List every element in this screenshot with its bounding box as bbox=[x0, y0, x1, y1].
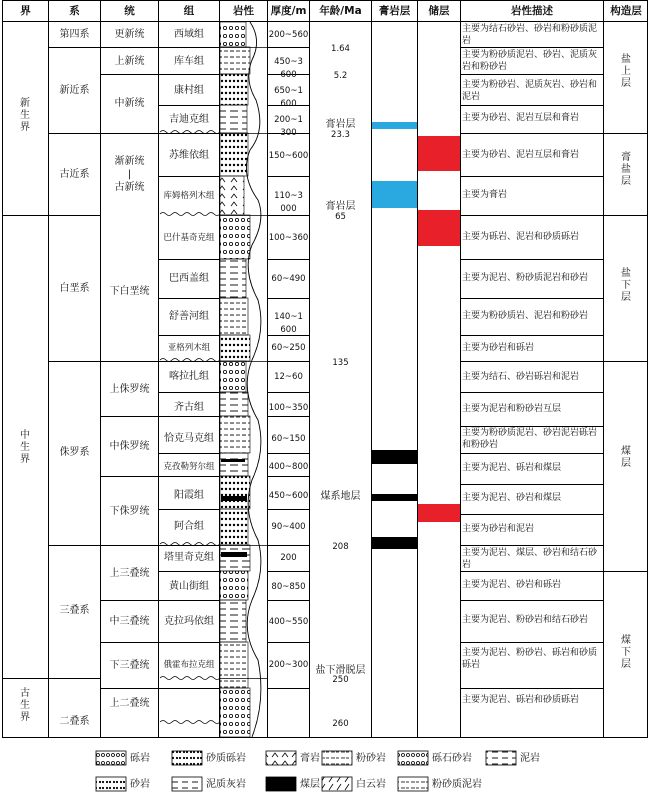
legend-label: 粉砂岩 bbox=[356, 753, 386, 764]
series-lower-jurassic: 下侏罗统 bbox=[109, 506, 150, 517]
header-gypsum: 膏岩层 bbox=[378, 5, 411, 17]
series-lower-triassic: 下三叠统 bbox=[109, 660, 150, 671]
formation-name: 阳霞组 bbox=[174, 490, 204, 501]
lithology-description: 主要为泥岩、粉砂岩、砾岩和砂质砾岩 bbox=[462, 648, 598, 670]
formation-name: 阿合组 bbox=[174, 521, 204, 532]
formation-name: 亚格列木组 bbox=[167, 343, 211, 353]
legend-swatch-silty-mudstone bbox=[398, 777, 428, 791]
header-lithology: 岩性 bbox=[233, 5, 254, 17]
formation-thickness: 110~3 000 bbox=[274, 191, 303, 214]
structural-layer-sub-salt: 盐 下 层 bbox=[621, 268, 631, 303]
system-cretaceous: 白垩系 bbox=[59, 283, 90, 294]
lithology-description: 主要为泥岩、煤层、砂岩和结石砂岩 bbox=[462, 548, 598, 570]
formation-name: 克孜勒努尔组 bbox=[163, 462, 215, 472]
age-tick: 1.64 bbox=[310, 43, 371, 56]
legend-swatch-coal bbox=[266, 777, 296, 791]
series-middle-triassic: 中三叠统 bbox=[109, 616, 150, 627]
era-paleozoic: 古 生 界 bbox=[20, 688, 30, 723]
system-paleogene: 古近系 bbox=[59, 169, 90, 180]
formation-name: 西域组 bbox=[174, 29, 204, 40]
lithology-description: 主要为膏岩 bbox=[462, 190, 508, 200]
structural-layer-sub-coal: 煤 下 层 bbox=[621, 635, 631, 670]
lithology-description: 主要为结石砂岩、砂岩和粉砂质泥岩 bbox=[462, 24, 598, 46]
legend-label: 砾岩 bbox=[130, 753, 150, 764]
lithology-description: 主要为泥岩、砾岩和煤层 bbox=[462, 463, 562, 473]
age-label-coal-measures: 煤系地层 bbox=[320, 491, 361, 502]
legend-swatch-mudstone bbox=[486, 751, 516, 765]
gypsum-layer bbox=[372, 181, 417, 208]
formation-thickness: 200~560 bbox=[268, 30, 309, 40]
coal-layer bbox=[372, 537, 417, 549]
series-miocene: 中新统 bbox=[114, 98, 145, 109]
header-era: 界 bbox=[20, 5, 31, 17]
header-reservoir: 储层 bbox=[428, 5, 450, 17]
series-oligocene-paleocene: 渐新统 | 古新统 bbox=[114, 156, 145, 193]
series-upper-jurassic: 上侏罗统 bbox=[109, 384, 150, 395]
gypsum-layer bbox=[372, 122, 417, 129]
age-tick: 23.3 bbox=[310, 129, 371, 142]
formation-name: 克拉玛依组 bbox=[164, 616, 214, 627]
formation-thickness: 450~3 600 bbox=[274, 57, 303, 80]
header-formation: 组 bbox=[183, 5, 195, 17]
series-pleistocene: 更新统 bbox=[114, 29, 145, 40]
formation-name: 黄山街组 bbox=[169, 581, 209, 592]
formation-thickness: 450~600 bbox=[268, 491, 309, 501]
age-tick: 208 bbox=[310, 541, 371, 554]
legend-label: 砾石砂岩 bbox=[432, 753, 472, 764]
legend-label: 粉砂质泥岩 bbox=[432, 779, 482, 790]
formation-thickness: 60~150 bbox=[271, 434, 306, 444]
lithology-description: 主要为泥岩、粉砂岩和结石砂岩 bbox=[462, 615, 589, 625]
formation-thickness: 150~600 bbox=[268, 151, 309, 161]
structural-layer-salt: 膏 盐 层 bbox=[621, 152, 631, 187]
formation-name: 苏维依组 bbox=[169, 150, 209, 161]
formation-thickness: 200 bbox=[280, 553, 297, 563]
header-thickness: 厚度/m bbox=[270, 5, 307, 17]
legend-label: 砂岩 bbox=[130, 779, 150, 790]
age-tick: 135 bbox=[310, 357, 371, 370]
formation-thickness: 200~1 300 bbox=[274, 115, 303, 138]
reservoir-layer bbox=[418, 210, 460, 246]
formation-thickness: 60~250 bbox=[271, 343, 306, 353]
lithology-description: 主要为泥岩、砾岩和砂质砾岩 bbox=[462, 695, 580, 705]
lithology-description: 主要为结石、砂岩砾岩和泥岩 bbox=[462, 372, 580, 382]
formation-thickness: 100~350 bbox=[268, 403, 309, 413]
formation-thickness: 90~400 bbox=[271, 522, 306, 532]
formation-thickness: 200~300 bbox=[268, 660, 309, 670]
age-tick: 260 bbox=[310, 718, 371, 731]
age-label-gypsum: 膏岩层 bbox=[325, 201, 356, 212]
age-label-gypsum: 膏岩层 bbox=[325, 119, 356, 130]
legend-label: 煤层 bbox=[300, 779, 320, 790]
formation-thickness: 100~360 bbox=[268, 233, 309, 243]
formation-thickness: 140~1 600 bbox=[274, 312, 303, 335]
formation-name: 恰克马克组 bbox=[164, 433, 214, 444]
formation-name: 喀拉扎组 bbox=[169, 371, 209, 382]
series-upper-triassic: 上三叠统 bbox=[109, 568, 150, 579]
system-permian: 二叠系 bbox=[59, 716, 90, 727]
formation-thickness: 12~60 bbox=[274, 372, 303, 382]
formation-name: 库车组 bbox=[174, 56, 204, 67]
reservoir-layer bbox=[418, 504, 460, 522]
lithology-description: 主要为粉砂质泥岩、砂岩泥岩砾岩和粉砂岩 bbox=[462, 428, 598, 450]
coal-layer bbox=[372, 494, 417, 501]
formation-name: 塔里奇克组 bbox=[164, 552, 214, 563]
age-tick: 250 bbox=[310, 674, 371, 687]
reservoir-layer bbox=[418, 136, 460, 171]
age-tick: 5.2 bbox=[310, 70, 371, 83]
structural-layer-coal: 煤 层 bbox=[621, 446, 631, 469]
lithology-description: 主要为粉砂质岩、泥岩和粉砂岩 bbox=[462, 311, 589, 321]
legend-swatch-sandstone bbox=[96, 777, 126, 791]
legend-label: 膏岩 bbox=[300, 753, 320, 764]
header-system: 系 bbox=[69, 5, 80, 17]
lithology-description: 主要为泥岩、粉砂质泥岩和砂岩 bbox=[462, 273, 589, 283]
lithology-description: 主要为粉砂岩、泥质灰岩、砂岩和泥岩 bbox=[462, 80, 598, 102]
formation-name: 舒善河组 bbox=[169, 311, 209, 322]
system-jurassic: 侏罗系 bbox=[59, 447, 90, 458]
formation-thickness: 400~800 bbox=[268, 462, 309, 472]
lithology-description: 主要为粉砂质泥岩、砂岩、泥质灰岩和粉砂岩 bbox=[462, 50, 598, 72]
legend-label: 砂质砾岩 bbox=[206, 753, 246, 764]
formation-name: 库姆格列木组 bbox=[163, 191, 215, 201]
header-structure: 构造层 bbox=[610, 5, 642, 17]
formation-thickness: 80~850 bbox=[271, 582, 306, 592]
formation-name: 康村组 bbox=[174, 85, 204, 96]
lithology-description: 主要为砂岩和砾岩 bbox=[462, 343, 535, 353]
legend-swatch-gypsum bbox=[266, 751, 296, 765]
system-triassic: 三叠系 bbox=[59, 605, 90, 616]
formation-name: 齐古组 bbox=[174, 402, 204, 413]
series-lower-cretaceous: 下白垩统 bbox=[109, 286, 150, 297]
header-series: 统 bbox=[124, 5, 135, 17]
legend-swatch-conglomerate bbox=[96, 751, 126, 765]
series-pliocene: 上新统 bbox=[114, 56, 145, 67]
era-cenozoic: 新 生 界 bbox=[20, 98, 30, 133]
series-middle-jurassic: 中侏罗统 bbox=[109, 441, 150, 452]
lithology-description: 主要为砂岩和泥岩 bbox=[462, 524, 535, 534]
system-quaternary: 第四系 bbox=[59, 29, 90, 40]
lithology-description: 主要为泥岩、砂岩和煤层 bbox=[462, 493, 562, 503]
formation-thickness: 650~1 600 bbox=[274, 86, 303, 109]
coal-layer bbox=[372, 450, 417, 464]
header-age: 年龄/Ma bbox=[319, 5, 362, 17]
legend-swatch-dolomite bbox=[322, 777, 352, 791]
structural-layer-supra-salt: 盐 上 层 bbox=[621, 54, 631, 89]
lithology-description: 主要为砂岩、泥岩互层和膏岩 bbox=[462, 150, 580, 160]
lithology-description: 主要为泥岩、砂岩和砾岩 bbox=[462, 580, 562, 590]
era-mesozoic: 中 生 界 bbox=[20, 430, 30, 465]
system-neogene: 新近系 bbox=[59, 85, 90, 96]
legend-swatch-siltstone bbox=[322, 751, 352, 765]
legend-label: 白云岩 bbox=[356, 779, 386, 790]
formation-thickness: 400~550 bbox=[268, 617, 309, 627]
lithology-description: 主要为砾岩、泥岩和砂质砾岩 bbox=[462, 232, 580, 242]
legend bbox=[0, 743, 650, 803]
legend-swatch-pebbly-sandstone bbox=[398, 751, 428, 765]
header-description: 岩性描述 bbox=[511, 5, 553, 17]
age-label-subsalt-detachment: 盐下滑脱层 bbox=[315, 665, 366, 676]
lithology-description: 主要为泥岩和粉砂岩互层 bbox=[462, 404, 562, 414]
formation-name: 巴西盖组 bbox=[169, 273, 209, 284]
legend-swatch-muddy-limestone bbox=[172, 777, 202, 791]
legend-label: 泥质灰岩 bbox=[206, 779, 246, 790]
formation-name: 巴什基奇克组 bbox=[163, 233, 215, 243]
formation-name: 俄霍布拉克组 bbox=[163, 660, 215, 670]
legend-label: 泥岩 bbox=[520, 753, 540, 764]
lithology-description: 主要为砂岩、泥岩互层和膏岩 bbox=[462, 113, 580, 123]
formation-thickness: 60~490 bbox=[271, 274, 306, 284]
age-tick: 65 bbox=[310, 211, 371, 224]
series-upper-permian: 上二叠统 bbox=[109, 698, 150, 709]
formation-name: 吉迪克组 bbox=[169, 114, 209, 125]
legend-swatch-sandy-conglomerate bbox=[172, 751, 202, 765]
